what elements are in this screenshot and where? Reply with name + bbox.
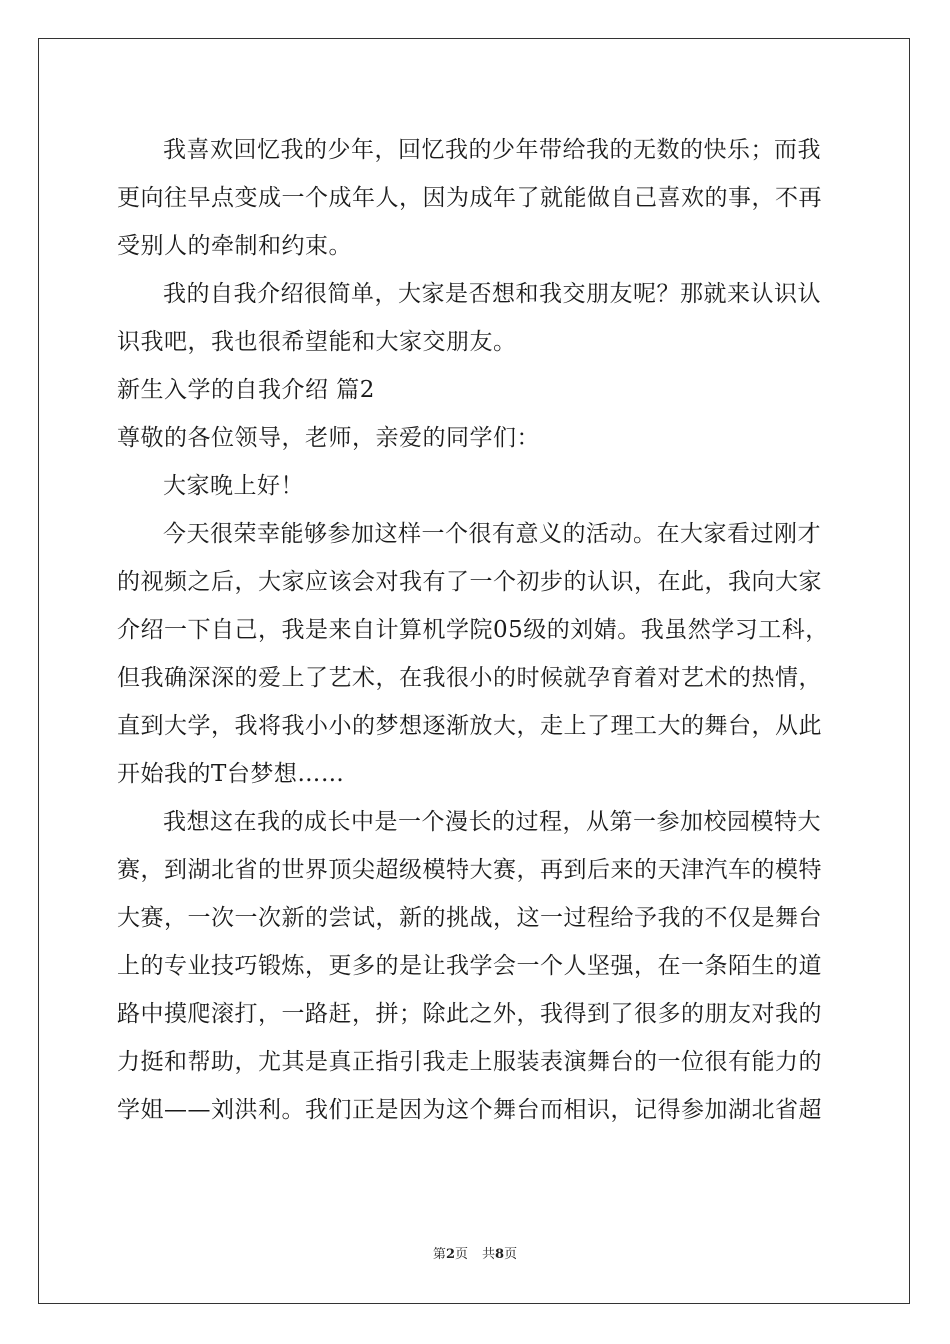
text-line: 赛，到湖北省的世界顶尖超级模特大赛，再到后来的天津汽车的模特 [117,857,822,883]
text-line: 介绍一下自己，我是来自计算机学院05级的刘婧。我虽然学习工科， [117,617,829,643]
text-line: 受别人的牵制和约束。 [117,233,352,259]
page-total: 共8页 [482,1247,518,1262]
text-line: 今天很荣幸能够参加这样一个很有意义的活动。在大家看过刚才 [163,521,821,547]
text-line: 我喜欢回忆我的少年，回忆我的少年带给我的无数的快乐；而我 [163,137,821,163]
section-heading: 新生入学的自我介绍 篇2 [117,377,375,403]
text-line: 识我吧，我也很希望能和大家交朋友。 [117,329,517,355]
text-line: 我想这在我的成长中是一个漫长的过程，从第一参加校园模特大 [163,809,821,835]
text-line: 开始我的T台梦想…… [117,761,345,787]
text-line: 我的自我介绍很简单，大家是否想和我交朋友呢？那就来认识认 [163,281,821,307]
greeting: 大家晚上好！ [163,473,304,499]
text-line: 的视频之后，大家应该会对我有了一个初步的认识，在此，我向大家 [117,569,822,595]
page-number: 第2页 [432,1247,468,1262]
text-line: 上的专业技巧锻炼，更多的是让我学会一个人坚强，在一条陌生的道 [117,953,822,979]
text-line: 更向往早点变成一个成年人，因为成年了就能做自己喜欢的事，不再 [117,185,822,211]
text-line: 大赛，一次一次新的尝试，新的挑战，这一过程给予我的不仅是舞台 [117,905,822,931]
text-line: 但我确深深的爱上了艺术，在我很小的时候就孕育着对艺术的热情， [117,665,822,691]
text-line: 直到大学，我将我小小的梦想逐渐放大，走上了理工大的舞台，从此 [117,713,822,739]
text-line: 力挺和帮助，尤其是真正指引我走上服装表演舞台的一位很有能力的 [117,1049,822,1075]
text-line: 学姐——刘洪利。我们正是因为这个舞台而相识，记得参加湖北省超 [117,1097,822,1123]
document-body [117,126,837,1134]
salutation: 尊敬的各位领导，老师，亲爱的同学们： [117,425,540,451]
text-line: 路中摸爬滚打，一路赶，拼；除此之外，我得到了很多的朋友对我的 [117,1001,822,1027]
page-footer [0,1243,950,1262]
